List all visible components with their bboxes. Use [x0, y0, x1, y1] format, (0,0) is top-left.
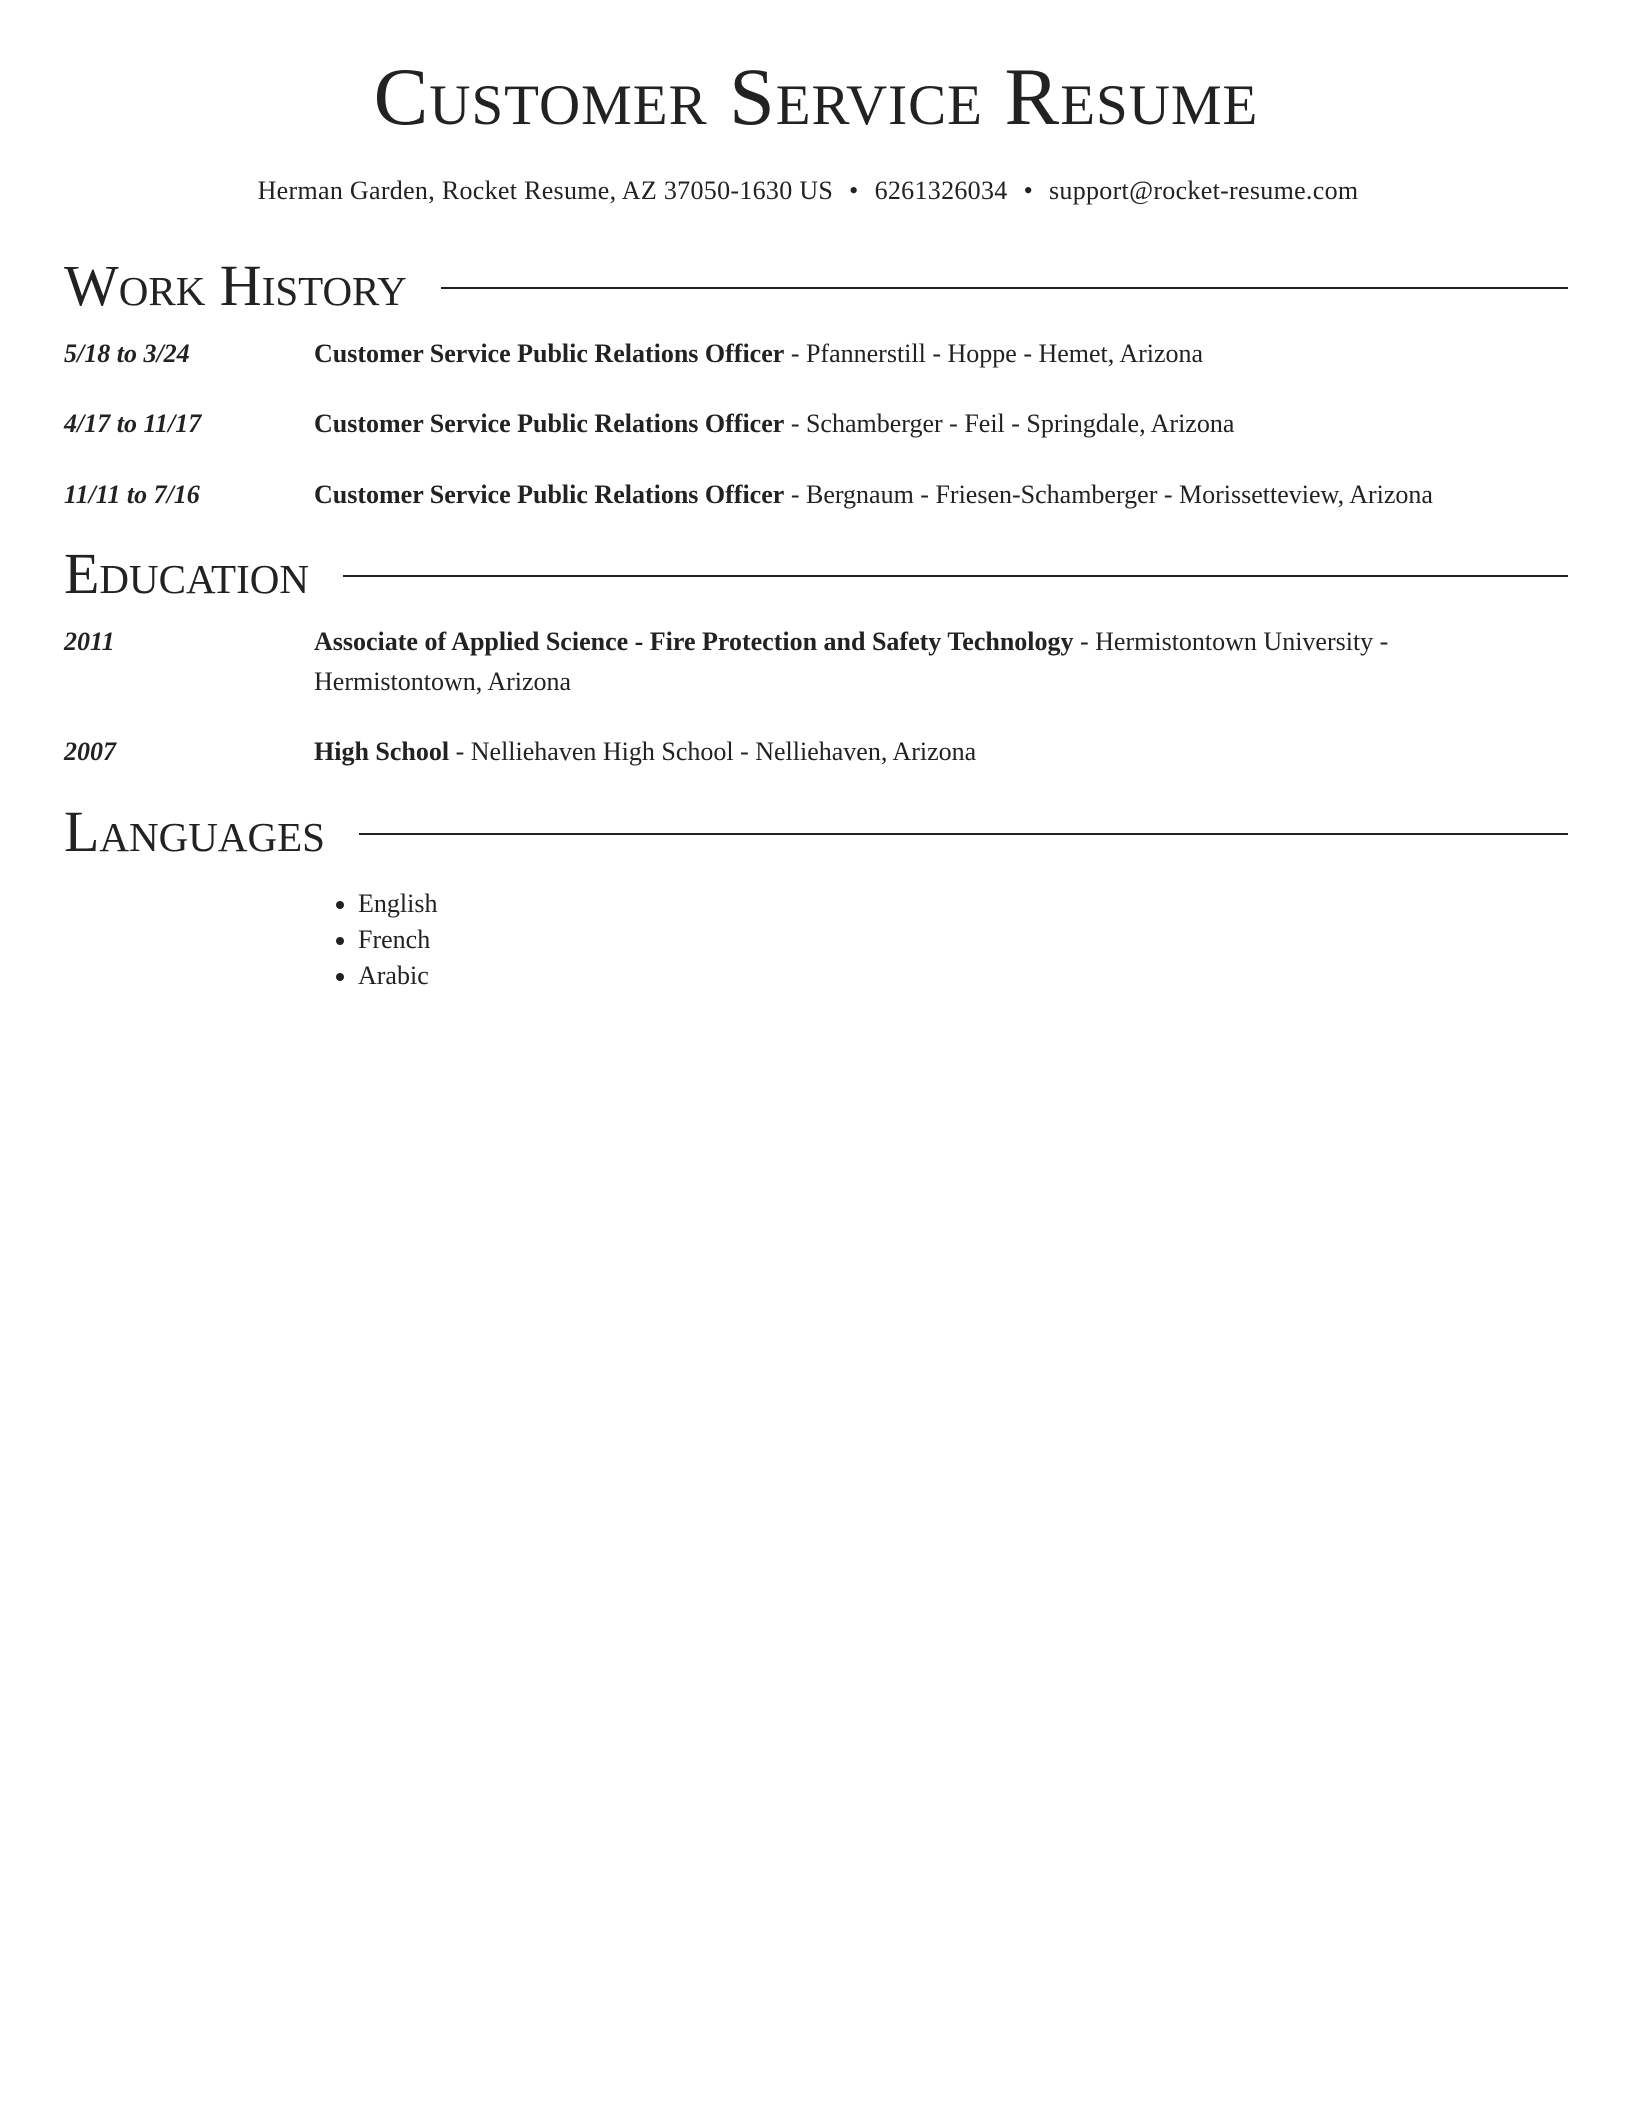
- contact-email: support@rocket-resume.com: [1048, 176, 1359, 205]
- work-entry-detail: - Schamberger - Feil - Springdale, Arizona: [784, 409, 1235, 438]
- work-entry-description: [314, 475, 1554, 515]
- education-entry-description: [314, 732, 1554, 772]
- education-heading: Education: [64, 541, 309, 606]
- work-entry-date: 11/11 to 7/16: [64, 480, 200, 509]
- work-entry-detail: - Bergnaum - Friesen-Schamberger - Morissetteview, Arizona: [784, 480, 1433, 509]
- section-divider: [359, 833, 1568, 835]
- work-entry-title: Customer Service Public Relations Officer: [314, 339, 785, 368]
- work-entry-detail: - Pfannerstill - Hoppe - Hemet, Arizona: [784, 339, 1204, 368]
- contact-line: [0, 174, 1616, 208]
- language-item: • French: [358, 922, 437, 958]
- education-entry-date: 2007: [64, 737, 116, 766]
- education-entry-date: 2011: [64, 627, 115, 656]
- contact-address: Herman Garden, Rocket Resume, AZ 37050-1630 US: [257, 176, 834, 205]
- work-history-section-header: [64, 254, 1568, 318]
- work-entry-title: Customer Service Public Relations Officer: [314, 480, 785, 509]
- education-entry-title: High School: [314, 737, 450, 766]
- work-entry-description: [314, 404, 1554, 444]
- languages-list: [314, 886, 437, 994]
- languages-heading: Languages: [64, 799, 325, 864]
- work-entry-date: 4/17 to 11/17: [64, 409, 202, 438]
- education-entry-description: [314, 622, 1554, 702]
- work-entry-description: [314, 334, 1554, 374]
- education-entry-detail: - Hermistontown University - Hermistontown, Arizona: [314, 627, 1389, 696]
- education-entry-detail: - Nelliehaven High School - Nelliehaven, Arizona: [449, 737, 977, 766]
- languages-section-header: [64, 800, 1568, 864]
- contact-separator: •: [1023, 176, 1033, 205]
- resume-title: Customer Service Resume: [373, 51, 1259, 142]
- language-item: • English: [358, 886, 437, 922]
- section-divider: [343, 575, 1568, 577]
- education-entry-title: Associate of Applied Science - Fire Protection and Safety Technology: [314, 627, 1074, 656]
- section-divider: [441, 287, 1568, 289]
- contact-phone: 6261326034: [874, 176, 1008, 205]
- language-item: • Arabic: [358, 958, 437, 994]
- work-entry-date: 5/18 to 3/24: [64, 339, 190, 368]
- work-history-heading: Work History: [64, 253, 407, 318]
- education-section-header: [64, 542, 1568, 606]
- contact-separator: •: [849, 176, 859, 205]
- work-entry-title: Customer Service Public Relations Officer: [314, 409, 785, 438]
